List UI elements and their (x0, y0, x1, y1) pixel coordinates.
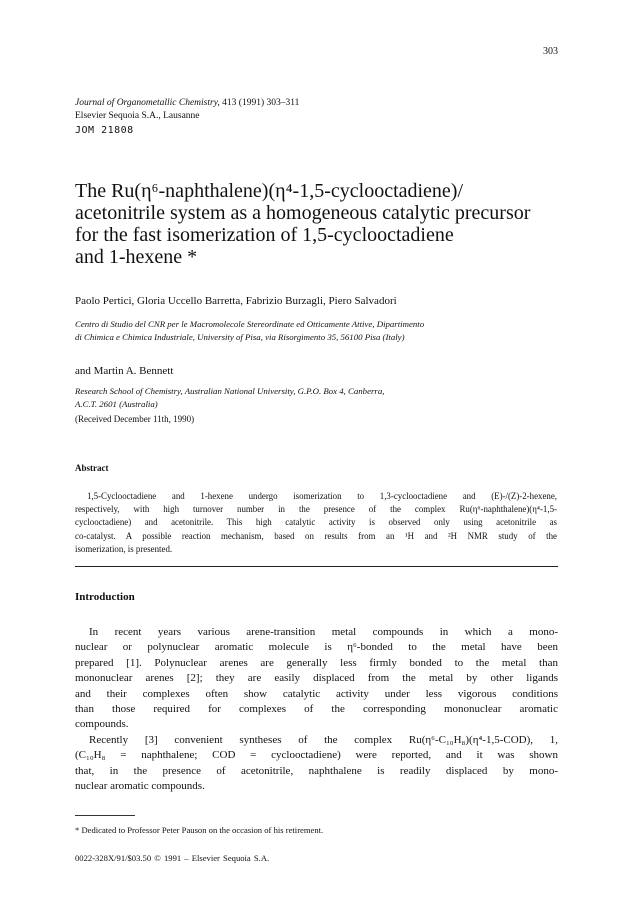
intro-line: (C₁₀H₈ = naphthalene; COD = cyclooctadiene) were reported, and it was shown (75, 749, 558, 762)
journal-publisher: Elsevier Sequoia S.A., Lausanne (75, 111, 200, 121)
affiliation-line: A.C.T. 2601 (Australia) (75, 399, 158, 409)
title-line: for the fast isomerization of 1,5-cyclooctadiene (75, 224, 454, 246)
intro-line: prepared [1]. Polynuclear arenes are generally less firmly bonded to the metal than (75, 656, 558, 669)
intro-line: nuclear or polynuclear aromatic molecule is η⁶-bonded to the metal have been (75, 641, 558, 654)
intro-line: mononuclear arenes [2]; they are easily displaced from the metal by other ligands (75, 672, 558, 685)
abstract-line: respectively, with high turnover number in the presence of the complex Ru(η⁶-naphthalene)(η⁴-1,5- (75, 504, 557, 515)
footnote: * Dedicated to Professor Peter Pauson on the occasion of his retirement. (75, 825, 324, 835)
intro-line: compounds. (75, 718, 129, 731)
journal-name: Journal of Organometallic Chemistry, (75, 98, 220, 108)
authors-primary: Paolo Pertici, Gloria Uccello Barretta, Fabrizio Burzagli, Piero Salvadori (75, 295, 397, 307)
received-date: (Received December 11th, 1990) (75, 414, 195, 424)
introduction-heading: Introduction (75, 591, 135, 603)
intro-line: nuclear aromatic compounds. (75, 780, 205, 793)
intro-line: and their complexes often show catalytic activity under less vigorous conditions (75, 687, 558, 700)
introduction-body (75, 625, 558, 794)
affiliation-line: Research School of Chemistry, Australian National University, G.P.O. Box 4, Canberra, (75, 386, 385, 396)
intro-line: than those required for complexes of the corresponding mononuclear aromatic (75, 703, 558, 716)
intro-line: that, in the presence of acetonitrile, naphthalene is readily displaced by mono- (75, 764, 558, 777)
footnote-divider (75, 815, 135, 816)
abstract-heading: Abstract (75, 463, 109, 473)
abstract-line: 1,5-Cyclooctadiene and 1-hexene undergo isomerization to 1,3-cyclooctadiene and (E)-/(Z)-2-hexene, (87, 491, 557, 501)
article-title (75, 180, 565, 268)
abstract-line: isomerization, is presented. (75, 543, 173, 554)
title-line: and 1-hexene * (75, 246, 198, 268)
affiliation-pisa (75, 318, 575, 344)
abstract-line: co-catalyst. A possible reaction mechanism, based on results from an ¹H and ²H NMR study of the (75, 530, 557, 541)
page-number: 303 (543, 46, 558, 57)
abstract-body (75, 490, 557, 556)
journal-citation: 413 (1991) 303–311 (219, 98, 300, 108)
abstract-line: cyclooctadiene) and acetonitrile. This high catalytic activity is observed only using acetonitrile as (75, 517, 557, 528)
copyright-line: 0022-328X/91/$03.50 © 1991 – Elsevier Sequoia S.A. (75, 853, 270, 863)
intro-line: Recently [3] convenient syntheses of the complex Ru(η⁶-C₁₀H₈)(η⁴-1,5-COD), 1, (89, 733, 558, 746)
affiliation-canberra (75, 385, 575, 411)
intro-line: In recent years various arene-transition metal compounds in which a mono- (89, 626, 558, 638)
journal-header (75, 97, 299, 123)
section-divider (75, 566, 558, 567)
title-line: acetonitrile system as a homogeneous catalytic precursor (75, 202, 531, 224)
authors-secondary: and Martin A. Bennett (75, 365, 174, 377)
title-line: The Ru(η⁶-naphthalene)(η⁴-1,5-cyclooctadiene)/ (75, 180, 464, 202)
affiliation-line: di Chimica e Chimica Industriale, University of Pisa, via Risorgimento 35, 56100 Pisa (Italy) (75, 332, 405, 342)
affiliation-line: Centro di Studio del CNR per le Macromolecole Stereordinate ed Otticamente Attive, Dipartimento (75, 319, 425, 329)
jom-id: JOM 21808 (75, 125, 134, 136)
